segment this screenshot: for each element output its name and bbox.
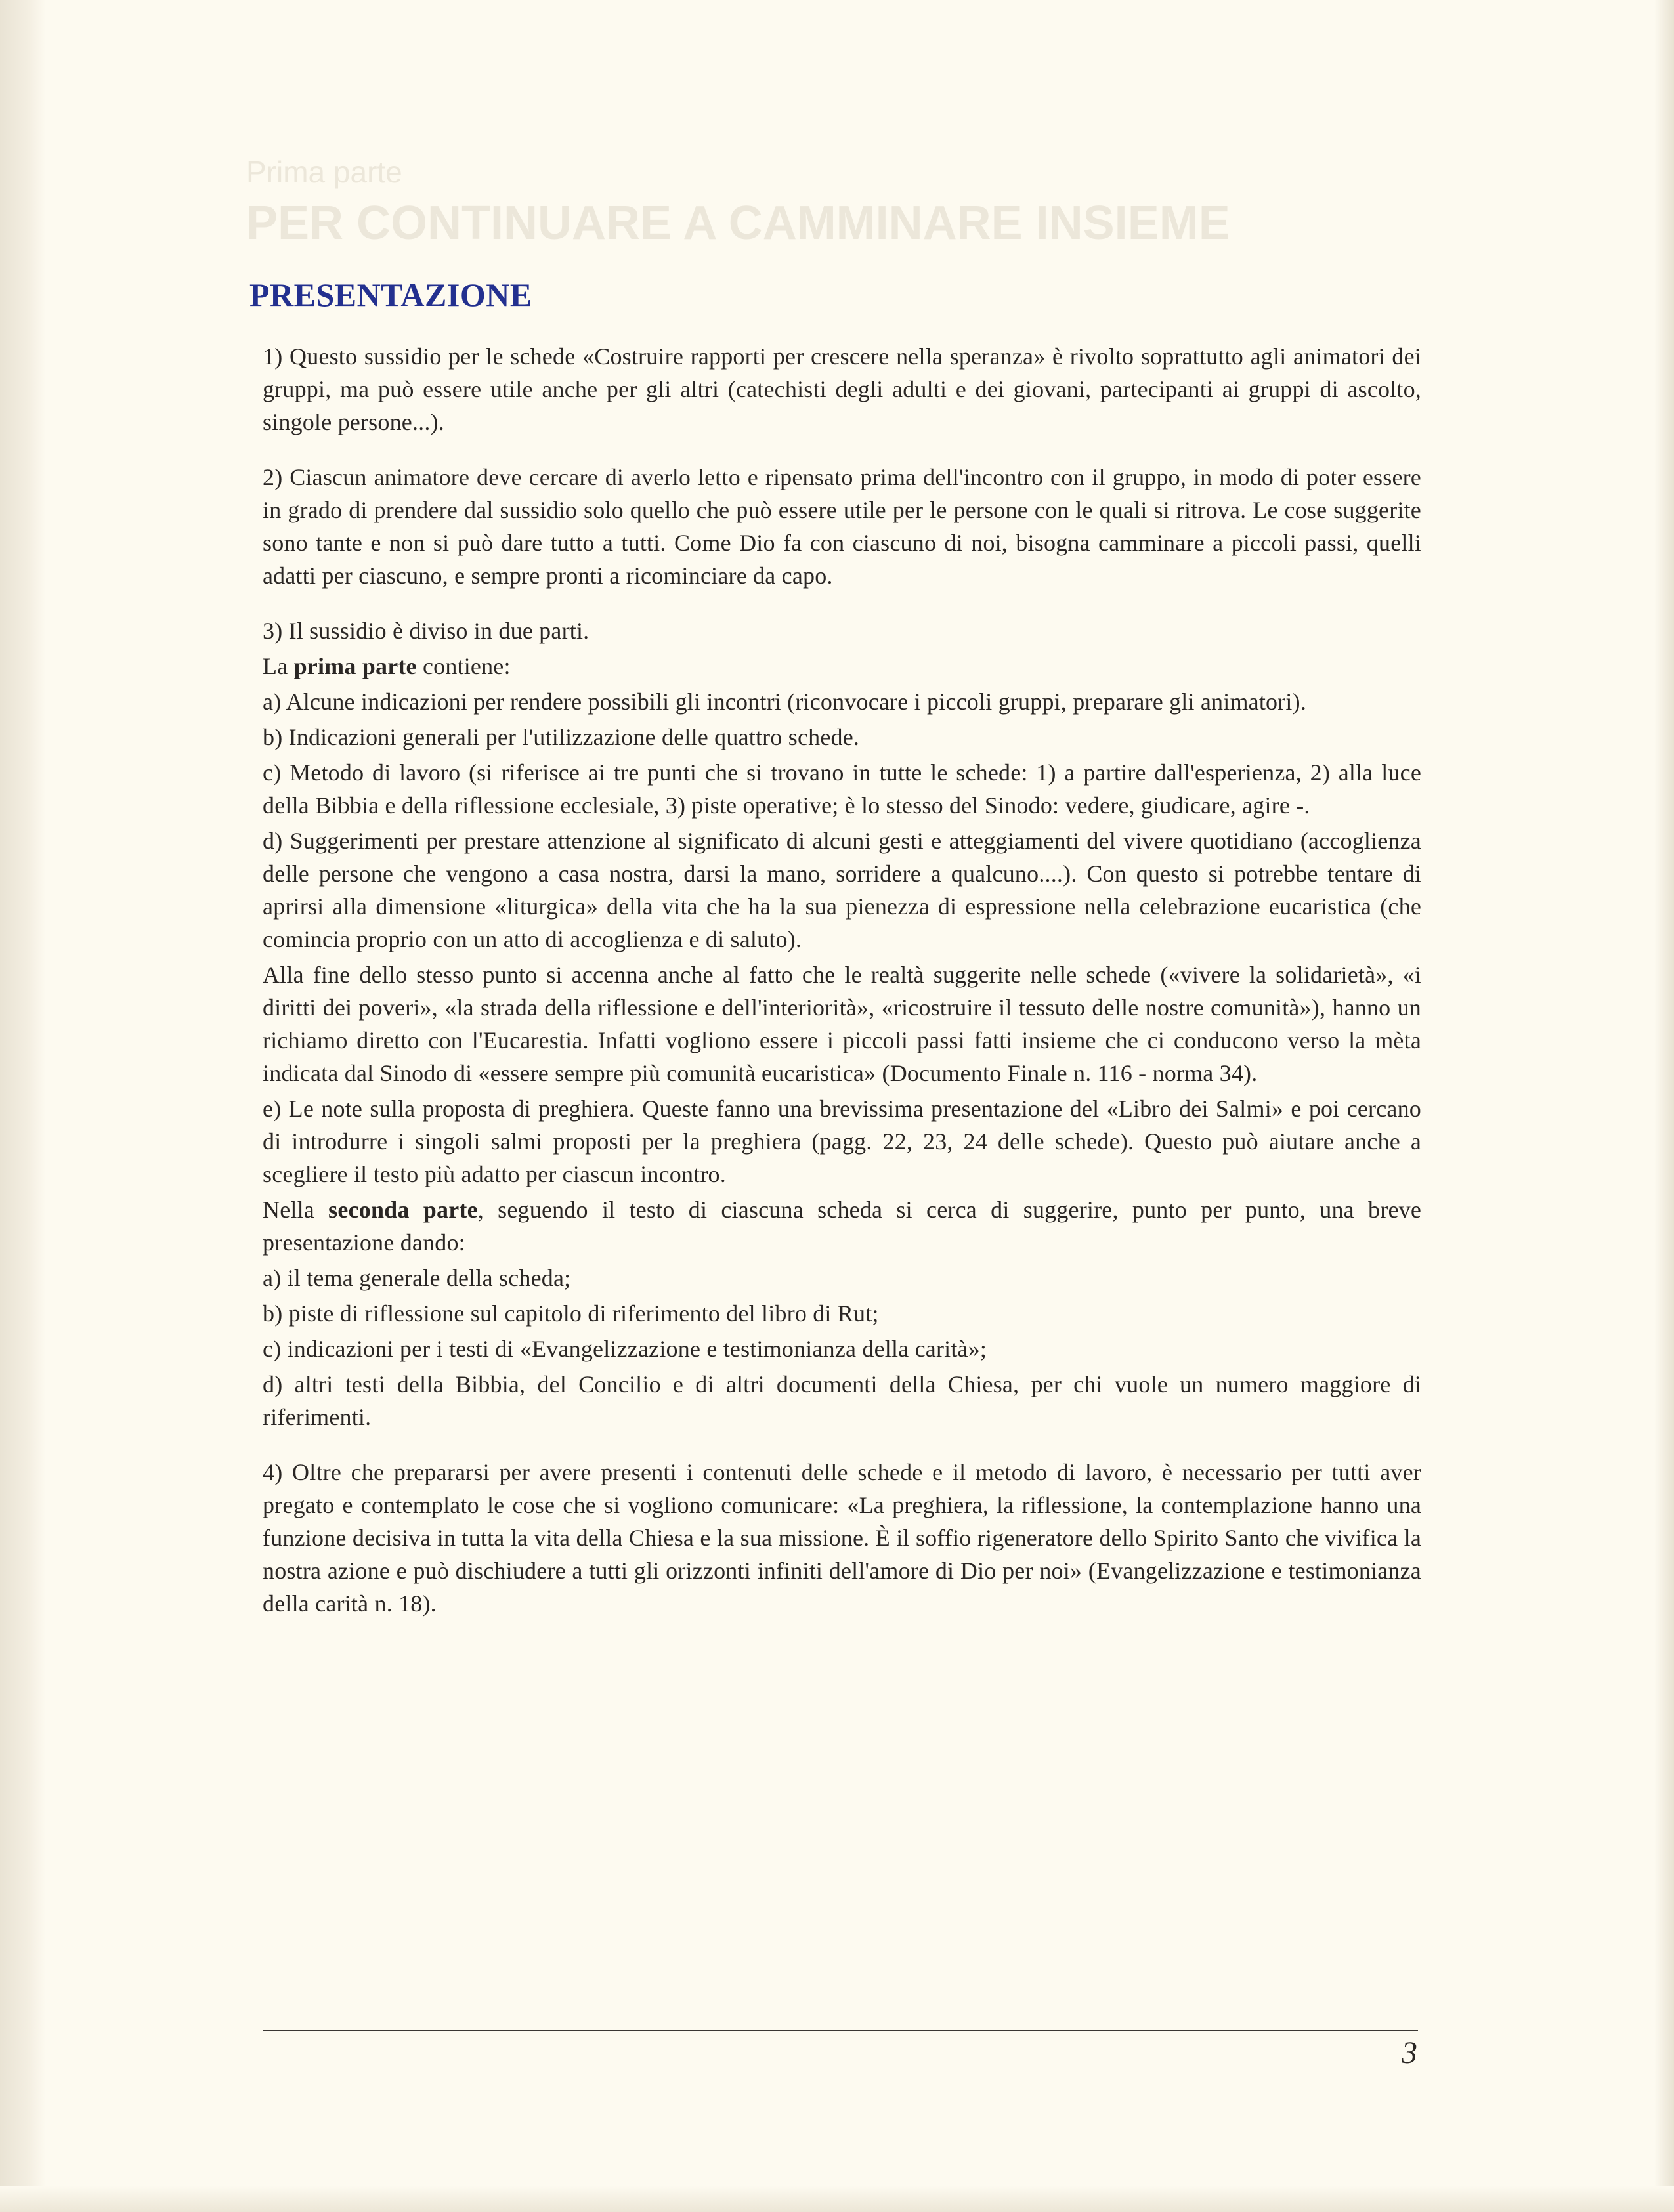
show-through-part-label: Prima parte [246, 155, 402, 189]
paragraph-2: 2) Ciascun animatore deve cercare di averlo letto e ripensato prima dell'incontro con il gruppo, in modo di poter essere in grado di prendere dal sussidio solo quello che può essere utile per le persone con le quali si ritrova. Le cose suggerite sono tante e non si può dare tutto a tutti. Come Dio fa con ciascuno di noi, bisogna camminare a piccoli passi, quelli adatti per ciascuno, e sempre pronti a ricominciare da capo. [263, 464, 1421, 589]
second-part-bold: seconda parte [328, 1197, 478, 1223]
show-through-text [246, 154, 1230, 250]
first-part-prefix: La [263, 653, 294, 679]
page-number: 3 [1402, 2035, 1417, 2070]
page-content [249, 276, 1421, 1629]
list-item-first-e: e) Le note sulla proposta di preghiera. Queste fanno una brevissima presentazione del «Libro dei Salmi» e poi cercano di introdurre i singoli salmi proposti per la preghiera (pagg. 22, 23, 24 delle schede). Questo può aiutare anche a scegliere il testo più adatto per ciascun incontro. [263, 1095, 1421, 1187]
page-bottom-edge [0, 2186, 1674, 2212]
show-through-heading: PER CONTINUARE A CAMMINARE INSIEME [246, 197, 1230, 249]
paragraph-first-part-intro [263, 650, 1421, 683]
list-item-first-d: d) Suggerimenti per prestare attenzione al significato di alcuni gesti e atteggiamenti del vivere quotidiano (accoglienza delle persone che vengono a casa nostra, darsi la mano, sorridere a qualcuno....). Con questo si potrebbe tentare di aprirsi alla dimensione «liturgica» della vita che ha la sua pienezza di espressione nella celebrazione eucaristica (che comincia proprio con un atto di accoglienza e di saluto). [263, 828, 1421, 952]
page-title: PRESENTAZIONE [249, 276, 532, 313]
list-item-second-b: b) piste di riflessione sul capitolo di riferimento del libro di Rut; [263, 1300, 879, 1327]
paragraph-3: 3) Il sussidio è diviso in due parti. [263, 618, 590, 644]
list-item-first-a: a) Alcune indicazioni per rendere possibili gli incontri (riconvocare i piccoli gruppi, preparare gli animatori). [263, 689, 1307, 715]
list-item-second-a: a) il tema generale della scheda; [263, 1265, 571, 1291]
list-item-first-d-continued: Alla fine dello stesso punto si accenna anche al fatto che le realtà suggerite nelle schede («vivere la solidarietà», «i diritti dei poveri», «la strada della riflessione e dell'interiorità», «ricostruire il tessuto delle nostre comunità»), hanno un richiamo diretto con l'Eucarestia. Infatti vogliono essere i piccoli passi fatti insieme che ci conducono verso la mèta indicata dal Sinodo di «essere sempre più comunità eucaristica» (Documento Finale n. 116 - norma 34). [263, 962, 1421, 1086]
paragraph-4: 4) Oltre che prepararsi per avere presenti i contenuti delle schede e il metodo di lavoro, è necessario per tutti aver pregato e contemplato le cose che si vogliono comunicare: «La preghiera, la riflessione, la contemplazione hanno una funzione decisiva in tutta la vita della Chiesa e la sua missione. È il soffio rigeneratore dello Spirito Santo che vivifica la nostra azione e può dischiudere a tutti gli orizzonti infiniti dell'amore di Dio per noi» (Evangelizzazione e testimonianza della carità n. 18). [263, 1459, 1421, 1617]
second-part-prefix: Nella [263, 1197, 329, 1223]
second-part-suffix: , seguendo il testo di ciascuna scheda si cerca di suggerire, punto per punto, una breve presentazione dando: [263, 1197, 1421, 1256]
list-item-first-b: b) Indicazioni generali per l'utilizzazione delle quattro schede. [263, 724, 860, 750]
footer-rule [263, 2030, 1418, 2031]
paragraph-second-part-intro [263, 1193, 1421, 1259]
page-spine-shadow [0, 0, 46, 2212]
list-item-second-d: d) altri testi della Bibbia, del Concilio e di altri documenti della Chiesa, per chi vuole un numero maggiore di riferimenti. [263, 1371, 1421, 1430]
page-right-edge [1654, 0, 1674, 2212]
first-part-suffix: contiene: [416, 653, 511, 679]
first-part-bold: prima parte [293, 653, 417, 679]
list-item-second-c: c) indicazioni per i testi di «Evangelizzazione e testimonianza della carità»; [263, 1336, 987, 1362]
list-item-first-c: c) Metodo di lavoro (si riferisce ai tre punti che si trovano in tutte le schede: 1) a partire dall'esperienza, 2) alla luce della Bibbia e della riflessione ecclesiale, 3) piste operative; è lo stesso del Sinodo: vedere, giudicare, agire -. [263, 759, 1421, 819]
paragraph-1: 1) Questo sussidio per le schede «Costruire rapporti per crescere nella speranza» è rivolto soprattutto agli animatori dei gruppi, ma può essere utile anche per gli altri (catechisti degli adulti e dei giovani, partecipanti ai gruppi di ascolto, singole persone...). [263, 343, 1421, 435]
